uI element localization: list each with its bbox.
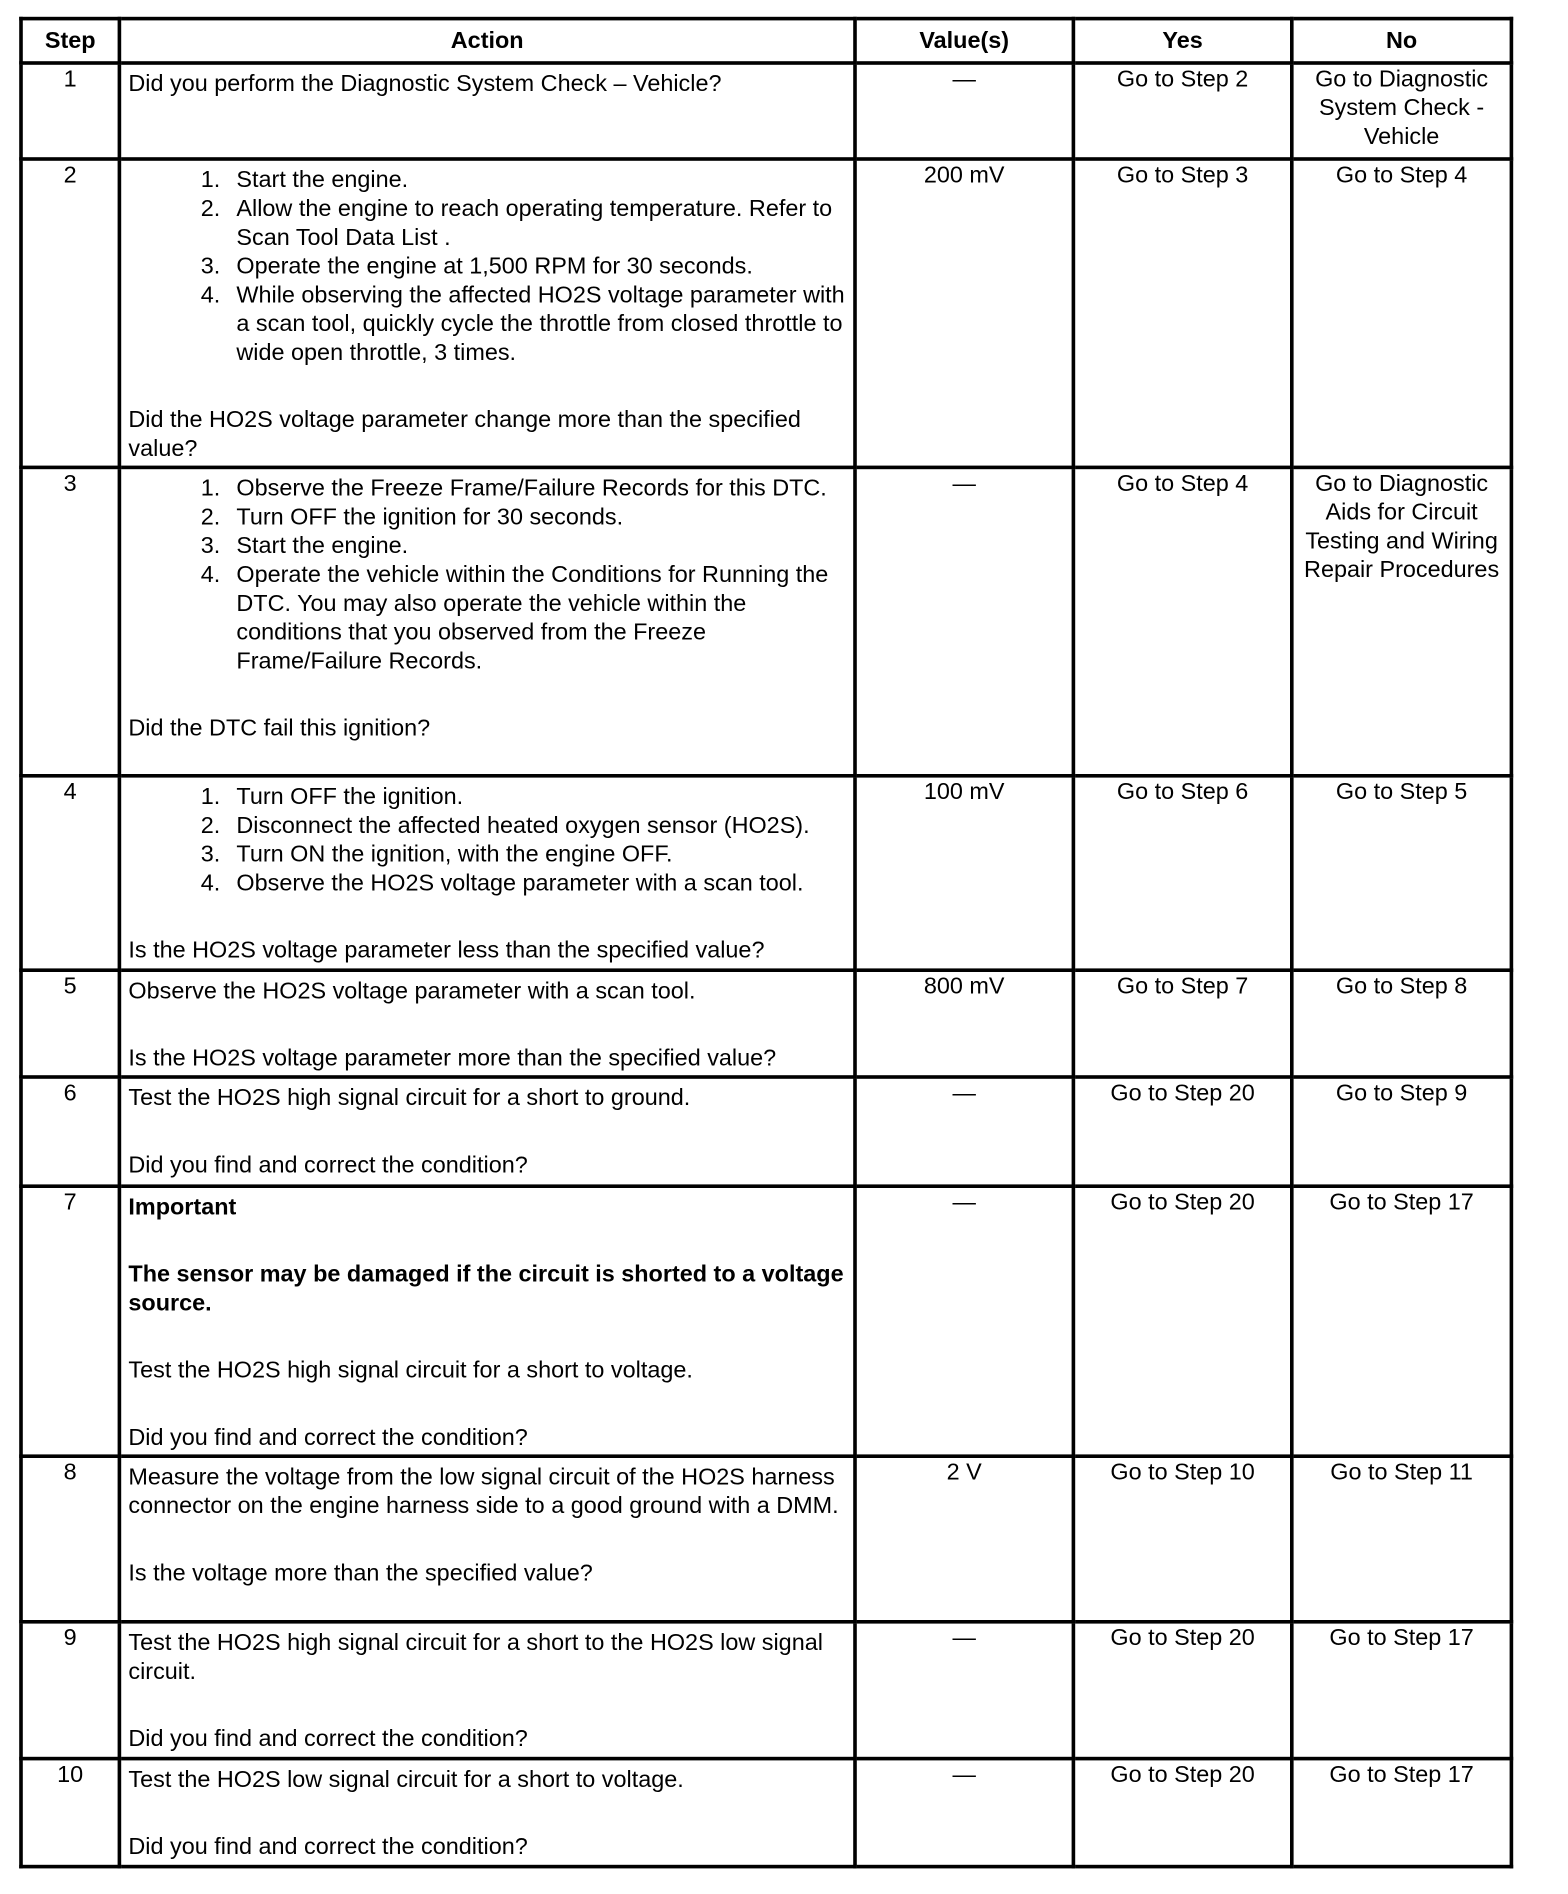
header-values: Value(s) xyxy=(855,19,1073,63)
no-cell: Go to Step 17 xyxy=(1292,1186,1512,1456)
value-cell: — xyxy=(855,63,1073,159)
step-number: 5 xyxy=(21,970,119,1077)
important-title: Important xyxy=(128,1194,237,1221)
table-row xyxy=(21,1186,1511,1456)
yes-cell: Go to Step 10 xyxy=(1073,1456,1291,1622)
value-cell: 200 mV xyxy=(855,159,1073,467)
action-cell xyxy=(119,63,855,159)
diagnostic-table xyxy=(19,17,1513,1869)
table-row xyxy=(21,467,1511,775)
yes-cell: Go to Step 7 xyxy=(1073,970,1291,1077)
no-cell: Go to Step 5 xyxy=(1292,776,1512,970)
no-cell: Go to Step 17 xyxy=(1292,1622,1512,1759)
value-cell: 2 V xyxy=(855,1456,1073,1622)
procedure-step: 3. Operate the engine at 1,500 RPM for 30 seconds. xyxy=(227,252,846,281)
action-question: Is the HO2S voltage parameter less than the specified value? xyxy=(128,937,765,964)
action-cell xyxy=(119,1622,855,1759)
table-row xyxy=(21,1622,1511,1759)
step-number: 10 xyxy=(21,1759,119,1867)
action-cell xyxy=(119,970,855,1077)
procedure-step: 1. Start the engine. xyxy=(227,166,846,195)
step-number: 7 xyxy=(21,1186,119,1456)
value-cell: — xyxy=(855,467,1073,775)
yes-cell: Go to Step 4 xyxy=(1073,467,1291,775)
table-row xyxy=(21,776,1511,970)
action-instruction: Measure the voltage from the low signal circuit of the HO2S harness connector on the engine harness side to a good ground with a DMM. xyxy=(128,1464,839,1520)
action-question: Did you find and correct the condition? xyxy=(128,1725,528,1753)
action-question: Is the HO2S voltage parameter more than the specified value? xyxy=(128,1045,777,1072)
procedure-step: 2. Turn OFF the ignition for 30 seconds. xyxy=(227,503,846,532)
header-row xyxy=(21,19,1511,63)
procedure-step: 4. Operate the vehicle within the Conditions for Running the DTC. You may also operate the vehicle within the conditions that you observed from the Freeze Frame/Failure Records. xyxy=(227,560,846,675)
procedure-step: 2. Allow the engine to reach operating temperature. Refer to Scan Tool Data List . xyxy=(227,194,846,252)
action-question: Did the DTC fail this ignition? xyxy=(128,715,431,742)
action-cell xyxy=(119,1186,855,1456)
no-cell: Go to Step 17 xyxy=(1292,1759,1512,1867)
action-question: Did the HO2S voltage parameter change more than the specified value? xyxy=(128,406,801,463)
table-row xyxy=(21,1077,1511,1186)
table-row xyxy=(21,159,1511,467)
yes-cell: Go to Step 20 xyxy=(1073,1622,1291,1759)
procedure-step: 3. Turn ON the ignition, with the engine OFF. xyxy=(227,840,846,869)
action-cell xyxy=(119,1456,855,1622)
procedure-step: 3. Start the engine. xyxy=(227,532,846,561)
procedure-step: 1. Turn OFF the ignition. xyxy=(227,782,846,811)
no-cell: Go to Step 4 xyxy=(1292,159,1512,467)
action-cell xyxy=(119,159,855,467)
no-cell: Go to Step 9 xyxy=(1292,1077,1512,1186)
yes-cell: Go to Step 6 xyxy=(1073,776,1291,970)
action-question: Did you perform the Diagnostic System Check – Vehicle? xyxy=(128,70,722,98)
step-number: 6 xyxy=(21,1077,119,1186)
step-number: 3 xyxy=(21,467,119,775)
header-no: No xyxy=(1292,19,1512,63)
no-cell: Go to Diagnostic System Check - Vehicle xyxy=(1292,63,1512,159)
step-number: 9 xyxy=(21,1622,119,1759)
value-cell: 100 mV xyxy=(855,776,1073,970)
yes-cell: Go to Step 20 xyxy=(1073,1759,1291,1867)
action-question: Did you find and correct the condition? xyxy=(128,1424,528,1451)
important-note: The sensor may be damaged if the circuit is shorted to a voltage source. xyxy=(128,1261,844,1317)
table-row xyxy=(21,970,1511,1077)
yes-cell: Go to Step 2 xyxy=(1073,63,1291,159)
action-instruction: Test the HO2S high signal circuit for a short to ground. xyxy=(128,1084,691,1112)
table-row xyxy=(21,1759,1511,1867)
action-question: Did you find and correct the condition? xyxy=(128,1152,528,1179)
value-cell: 800 mV xyxy=(855,970,1073,1077)
procedure-step: 4. While observing the affected HO2S voltage parameter with a scan tool, quickly cycle the throttle from closed throttle to wide open throttle, 3 times. xyxy=(227,281,846,367)
table-row xyxy=(21,63,1511,159)
action-cell xyxy=(119,1077,855,1186)
value-cell: — xyxy=(855,1186,1073,1456)
value-cell: — xyxy=(855,1077,1073,1186)
yes-cell: Go to Step 3 xyxy=(1073,159,1291,467)
action-question: Did you find and correct the condition? xyxy=(128,1833,528,1861)
procedure-step: 1. Observe the Freeze Frame/Failure Records for this DTC. xyxy=(227,474,846,503)
step-number: 2 xyxy=(21,159,119,467)
value-cell: — xyxy=(855,1622,1073,1759)
value-cell: — xyxy=(855,1759,1073,1867)
action-cell xyxy=(119,467,855,775)
action-question: Is the voltage more than the specified value? xyxy=(128,1560,593,1587)
procedure-list xyxy=(128,474,846,676)
step-number: 8 xyxy=(21,1456,119,1622)
action-cell xyxy=(119,1759,855,1867)
no-cell: Go to Diagnostic Aids for Circuit Testing and Wiring Repair Procedures xyxy=(1292,467,1512,775)
no-cell: Go to Step 11 xyxy=(1292,1456,1512,1622)
step-number: 1 xyxy=(21,63,119,159)
action-instruction: Observe the HO2S voltage parameter with a scan tool. xyxy=(128,978,696,1005)
step-number: 4 xyxy=(21,776,119,970)
procedure-step: 4. Observe the HO2S voltage parameter with a scan tool. xyxy=(227,869,846,898)
header-yes: Yes xyxy=(1073,19,1291,63)
no-cell: Go to Step 8 xyxy=(1292,970,1512,1077)
procedure-step: 2. Disconnect the affected heated oxygen sensor (HO2S). xyxy=(227,811,846,840)
action-instruction: Test the HO2S high signal circuit for a short to the HO2S low signal circuit. xyxy=(128,1629,823,1685)
action-instruction: Test the HO2S high signal circuit for a short to voltage. xyxy=(128,1357,693,1384)
action-cell xyxy=(119,776,855,970)
table-row xyxy=(21,1456,1511,1622)
header-action: Action xyxy=(119,19,855,63)
yes-cell: Go to Step 20 xyxy=(1073,1077,1291,1186)
procedure-list xyxy=(128,166,846,368)
header-step: Step xyxy=(21,19,119,63)
yes-cell: Go to Step 20 xyxy=(1073,1186,1291,1456)
procedure-list xyxy=(128,782,846,897)
action-instruction: Test the HO2S low signal circuit for a short to voltage. xyxy=(128,1766,684,1793)
